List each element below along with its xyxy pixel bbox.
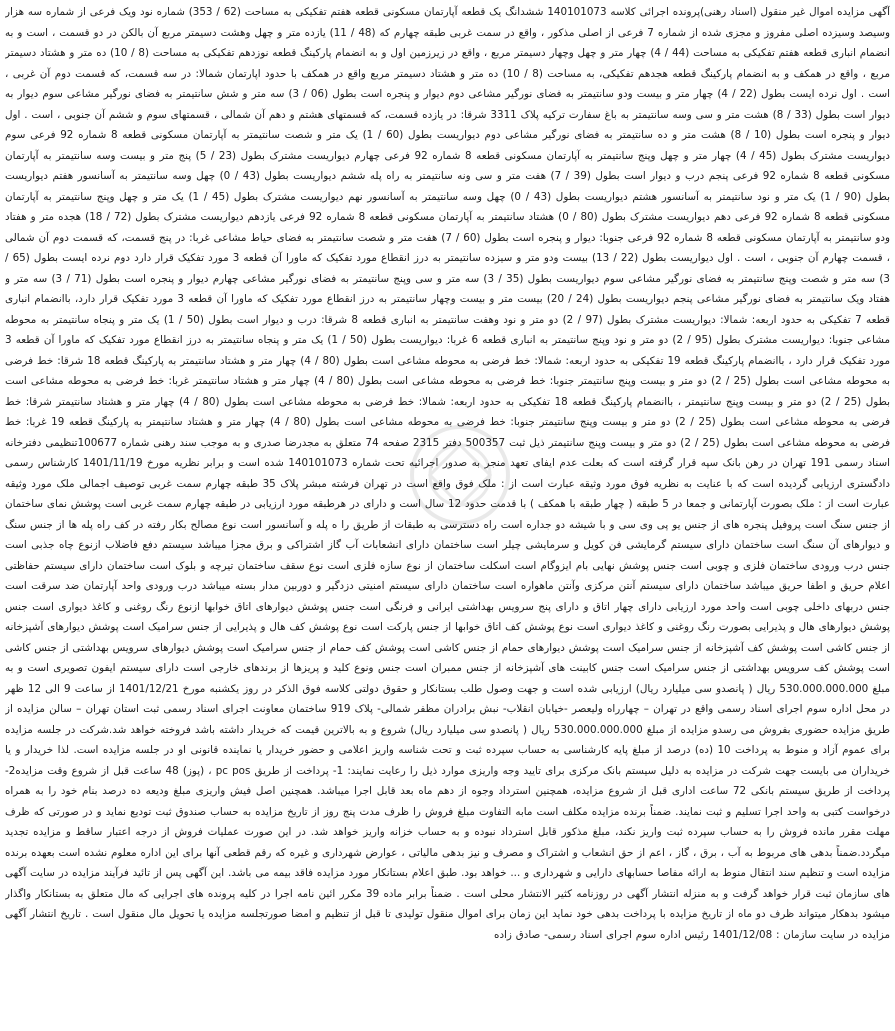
- auction-notice-text: آگهی مزایده اموال غیر منقول (اسناد رهنی)پرونده اجرائی کلاسه 140101073 ششدانگ یک قطعه آپارتمان مسکونی قطعه هفتم تفکیکی به مساحت (62 / 353) شماره نود ویک فرعی از شماره سه هزار وسیصد وسیزده اصلی مفروز و مجزی شده از شماره 7 فرعی از اصلی مذکور ، واقع در سمت غربی طبقه چهارم که (48 / 11) یازده متر و چهل وهشت دسیمتر مربع آن بالکن در دو قسمت ، است و به انضمام انباری قطعه هفتم تفکیکی به مساحت (44 / 4) چهار متر و چهل وچهار دسیمتر مربع ، واقع در زیرزمین اول و به انضمام پارکینگ قطعه نوزدهم تفکیکی به مساحت (8 / 10) ده متر و هشتاد دسیمتر مربع ، واقع در همکف و به انضمام پارکینگ قطعه هجدهم تفکیکی، به مساحت (8 / 10) ده متر و هشتاد دسیمتر مربع واقع در همکف با حدود اپارتمان شمالا: در سه قسمت، که قسمت دوم آن غربی ، است . اول نرده ایست بطول (22 / 4) چهار متر و بیست ودو سانتیمتر به فضای نورگیر مشاعی دوم دیوار و پنجره است بطول (06 / 3) سه متر و شش سانتیمتر به فضای نورگیر مشاعی سوم دیوار به دیوار است بطول (33 / 8) هشت متر و سی وسه سانتیمتر به باغ سفارت ترکیه پلاک 3311 شرقا: در یازده قسمت، که قسمتهای هشتم و دهم آن شمالی ، قسمتهای سوم و ششم آن جنوبی ، است . اول دیوار و پنجره است بطول (10 / 8) هشت متر و ده سانتیمتر به فضای نورگیر مشاعی دوم دیواریست بطول (60 / 1) یک متر و شصت سانتیمتر به آپارتمان مسکونی قطعه 8 شماره 92 فرعی سوم دیواریست مشترک بطول (45 / 4) چهار متر و چهل وپنج سانتیمتر به آپارتمان مسکونی قطعه 8 شماره 92 فرعی چهارم دیواریست مشترک بطول (23 / 5) پنج متر و بیست وسه سانتیمتر به آپارتمان مسکونی قطعه 8 شماره 92 فرعی پنجم درب و دیوار است بطول (39 / 7) هفت متر و سی ونه سانتیمتر به راه پله ششم دیواریست بطول (43 / 0) چهل وسه سانتیمتر به آسانسور هفتم دیواریست بطول (90 / 1) یک متر و نود سانتیمتر به آسانسور هشتم دیواریست بطول (43 / 0) چهل وسه سانتیمتر به آسانسور نهم دیواریست مشترک بطول (45 / 1) یک متر و چهل وپنج سانتیمتر به آپارتمان مسکونی قطعه 8 شماره 92 فرعی دهم دیواریست مشترک بطول (80 / 0) هشتاد سانتیمتر به آپارتمان مسکونی قطعه 8 شماره 92 فرعی یازدهم دیواریست مشترک بطول (72 / 18) هجده متر و هفتاد ودو سانتیمتر به آپارتمان مسکونی قطعه 8 شماره 92 فرعی جنوبا: دیوار و پنجره است بطول (60 / 7) هفت متر و شصت سانتیمتر به فضای حیاط مشاعی غربا: در پنج قسمت، که قسمت دوم آن شمالی ، قسمت چهارم آن جنوبی ، است . اول دیواریست بطول (22 / 13) بیست ودو متر و سیزده سانتیمتر به درز انقطاع مورد تفکیک که ماورا آن قطعه 3 مورد تفکیک قرار دارد دوم نرده ایست بطول (65 / 3) سه متر و شصت وپنج سانتیمتر به فضای نورگیر مشاعی سوم دیواریست بطول (35 / 3) سه متر و سی وپنج سانتیمتر به فضای نورگیر مشاعی چهارم دیوار و پنجره است بطول (71 / 3) سه متر و هفتاد ویک سانتیمتر به فضای نورگیر مشاعی پنجم دیواریست بطول (24 / 20) بیست متر و بیست وچهار سانتیمتر به درز انقطاع مورد تفکیک که ماورا آن قطعه 3 مورد تفکیک قرار دارد، باانضمام انباری قطعه 7 تفکیکی به حدود اربعه: شمالا: دیواریست مشترک بطول (97 / 2) دو متر و نود وهفت سانتیمتر به انباری قطعه 8 شرقا: درب و دیوار است بطول (50 / 1) یک متر و پنجاه سانتیمتر به محوطه مشاعی جنوبا: دیواریست مشترک بطول (95 / 2) دو متر و نود وپنج سانتیمتر به انباری قطعه 6 غربا: دیواریست بطول (50 / 1) یک متر و پنجاه سانتیمتر به درز انقطاع مورد تفکیک که ماورا آن قطعه 3 مورد تفکیک قرار دارد ، باانضمام پارکینگ قطعه 19 تفکیکی به حدود اربعه: شمالا: خط فرضی به محوطه مشاعی است بطول (80 / 4) چهار متر و هشتاد سانتیمتر به پارکینگ قطعه 18 شرقا: خط فرضی به محوطه مشاعی است بطول (25 / 2) دو متر و بیست وپنج سانتیمتر جنوبا: خط فرضی به محوطه مشاعی است بطول (80 / 4) چهار متر و هشتاد سانتیمتر غربا: خط فرضی به محوطه مشاعی است بطول (25 / 2) دو متر و بیست وپنج سانتیمتر ، باانضمام پارکینگ قطعه 18 تفکیکی به حدود اربعه: شمالا: خط فرضی به محوطه مشاعی است بطول (80 / 4) چهار متر و هشتاد سانتیمتر شرقا: خط فرضی به محوطه مشاعی است بطول (25 / 2) دو متر و بیست وپنج سانتیمتر جنوبا: خط فرضی به محوطه مشاعی است بطول (80 / 4) چهار متر و هشتاد سانتیمتر به پارکینگ قطعه 19 غربا: خط فرضی به محوطه مشاعی است بطول (25 / 2) دو متر و بیست وپنج سانتیمتر ذیل ثبت 500357 دفتر 2315 صفحه 74 متعلق به مجدرضا صدری و به موجب سند رهنی شماره 100677تنظیمی دفترخانه اسناد رسمی 191 تهران در رهن بانک سپه قرار گرفته است که بعلت عدم ایفای تعهد منجر به صدور اجرائیه تحت شماره 140101073 شده است و برابر نظریه مورخ 1401/11/19 کارشناس رسمی دادگستری ارزیابی گردیده است که با عنایت به نظریه فوق مورد وثیقه عبارت است از : ملک فوق واقع است در تهران فرشته مبشر پلاک 35 طبقه چهارم سمت غربی توصیف اجمالی ملک مورد وثیقه عبارت است از : ملک بصورت آپارتمانی و جمعا در 5 طبقه ( چهار طبقه با همکف ) با قدمت حدود 12 سال است و دارای در هرطبقه مورد ارزیابی در طبقه چهارم سمت غربی است پوشش نمای ساختمان از جنس سنگ است پروفیل پنجره های از جنس یو پی وی سی و با شیشه دو جداره است راه دسترسی به طبقات از طریق را ه پله و آسانسور است نوع مصالح بکار رفته در کف راه پله ها از جنس سنگ و دیوارهای آن سنگ است ساختمان دارای سیستم گرمایشی فن کویل و سرمایشی چیلر است ساختمان دارای انشعابات آب گاز اشتراکی و برق مجزا میباشد سیستم دفع فاضلاب ازنوع چاه جذبی است جنس درب ورودی ساختمان فلزی و چوبی است جنس پوشش نهایی بام ایزوگام است اسکلت ساختمان از نوع سازه فلزی است نوع سقف ساختمان تیرچه و بلوک است ساختمان دارای سیستم حفاظتی اعلام حریق و اطفا حریق میباشد ساختمان دارای سیستم آنتن مرکزی وآنتن ماهواره است ساختمان دارای سیستم امنیتی دزدگیر و دوربین مدار بسته میباشد درب ورودی واحد آپارتمان ضد سرقت است جنس دربهای داخلی چوبی است واحد مورد ارزیابی دارای چهار اتاق و دارای پنج سرویس بهداشتی ایرانی و فرنگی است جنس پوشش دیوارهای اتاق خوابها ازنوع رنگ روغنی و کاغذ دیواری است جنس پوشش دیوارهای هال و پذیرایی بصورت رنگ روغنی و کاغذ دیواری است نوع پوشش کف اتاق خوابها از جنس پارکت است نوع پوشش کف هال و پذیرایی از جنس سرامیک است پوشش دیوارهای آشپزخانه از جنس کاشی است پوشش کف آشپزخانه از جنس سرامیک است پوشش دیوارهای حمام از جنس کاشی است پوشش کف حمام از جنس سرامیک است پوشش دیوارهای سرویس بهداشتی از جنس کاشی است پوشش کف سرویس بهداشتی از جنس سرامیک است جنس کابینت های آشپزخانه از جنس ممبران است جنس ونوع کلید و پریزها از برندهای خارجی است دارای سیستم ایفون تصویری است و به مبلغ 530.000.000.000 ریال ( پانصدو سی میلیارد ریال) ارزیابی شده است و جهت وصول طلب بستانکار و حقوق دولتی کلاسه فوق الذکر در روز یکشنبه مورخ 1401/12/21 از ساعت 9 الی 12 ظهر در محل اداره سوم اجرای اسناد رسمی واقع در تهران – چهارراه ولیعصر -خیابان انقلاب- نبش برادران مظفر شمالی- پلاک 919 ساختمان معاونت اجرای اسناد رسمی ثبت استان تهران – سالن مزایده از طریق مزایده حضوری بفروش می رسدو مزایده از مبلغ 530.000.000.000 ریال ( پانصدو سی میلیارد ریال) شروع و به بالاترین قیمت که خریدار داشته باشد فروخته خواهد شد.شرکت در جلسه مزایده برای عموم آزاد و منوط به پرداخت 10 (ده) درصد از مبلغ پایه کارشناسی به حساب سپرده ثبت و تحت شناسه واریز اعلامی و حضور خریدار یا نماینده قانونی او در جلسه مزایده است. لذا خریدار و یا خریداران می بایست جهت شرکت در مزایده به دلیل سیستم بانک مرکزی برای تایید وجه واریزی موارد ذیل را رعایت نمایند: 1- پرداخت از طریق pc pos ، (پوز) 48 ساعت قبل از شروع وقت مزایده2- پرداخت از طریق سیستم بانکی 72 ساعت اداری قبل از شروع مزایده، همچنین استرداد وجوه از دهم ماه بعد قابل اجرا میباشد. همچنین اصل فیش واریزی مبلغ ودیعه ده درصد بنام خود را به همراه درخواست کتبی به واحد اجرا تسلیم و ثبت نمایند. ضمناً برنده مزایده مکلف است مابه التفاوت مبلغ فروش را ظرف مدت پنج روز از تاریخ مزایده به حساب صندوق ثبت تودیع نماید و در صورتی که ظرف مهلت مقرر مانده فروش را به حساب سپرده ثبت واریز نکند، مبلغ مذکور قابل استرداد نبوده و به حساب خزانه واریز خواهد شد. در این صورت عملیات فروش از درجه اعتبار ساقط و مزایده تجدید میگردد.ضمناً بدهی های مربوط به آب ، برق ، گاز ، اعم از حق انشعاب و اشتراک و مصرف و نیز بدهی مالیاتی ، عوارض شهرداری و غیره که رقم قطعی آنها برای این اداره معلوم نشده است بعهده برنده مزایده است و تنظیم سند انتقال منوط به ارائه مفاصا حسابهای دارایی و شهرداری و ... خواهد بود. طبق اعلام بستانکار مورد مزایده فاقد بیمه می باشد. این آگهی پس از تائید فرآیند مزایده در سایت آگهی های سازمان ثبت قرار خواهد گرفت و به منزله انتشار آگهی در روزنامه کثیر الانتشار محلی است . ضمناً برابر ماده 39 مکرر ائین نامه اجرا در کلیه پرونده های اجرایی که مال متعلق به بستانکار واگذار میشود بدهکار میتواند ظرف دو ماه از تاریخ مزایده با پرداخت بدهی خود نماید این زمان برای اموال منقول تولیدی تا قبل از تنظیم و امضا صورتجلسه مزایده یا تحویل مال منقول است . تاریخ انتشار آگهی مزایده در سایت سازمان : 1401/12/08 رئیس اداره سوم اجرای اسناد رسمی- صادق زاده: [5, 6, 890, 941]
